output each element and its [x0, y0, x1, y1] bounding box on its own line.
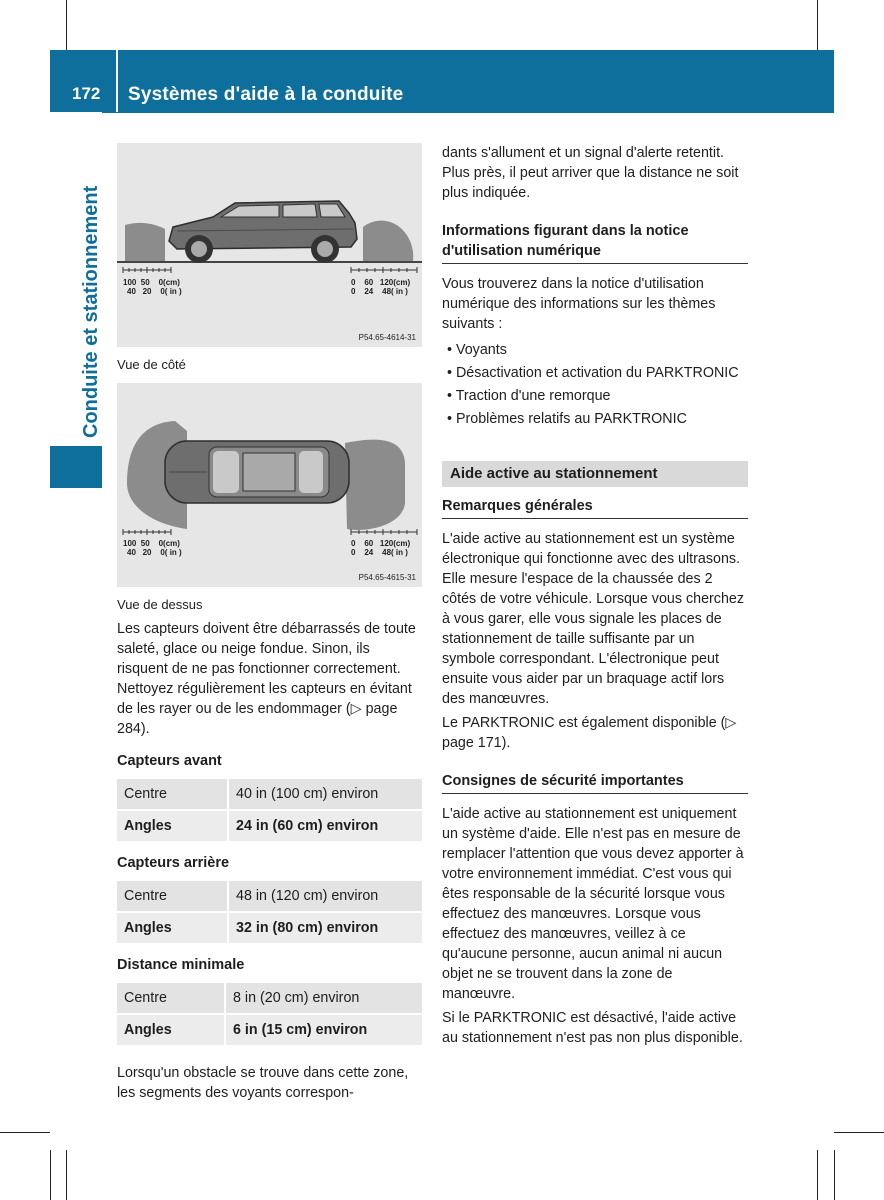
scale-right-cm: 0 60 120(cm): [351, 278, 411, 287]
parktronic-disabled-text: Si le PARKTRONIC est désactivé, l'aide active au stationnement n'est pas non plus disponible.: [442, 1010, 743, 1046]
obstacle-text: Lorsqu'un obstacle se trouve dans cette zone, les segments des voyants correspon-: [117, 1065, 409, 1101]
table-cell-label: Angles: [117, 912, 228, 943]
table-row: [117, 1014, 422, 1045]
right-column: [442, 143, 748, 1048]
front-sensors-table: [117, 779, 422, 841]
table-cell-value: 8 in (20 cm) environ: [225, 983, 422, 1014]
crop-mark: [66, 1150, 67, 1200]
crop-mark: [817, 0, 818, 50]
section-title: Aide active au stationnement: [442, 461, 748, 487]
digital-manual-intro: Vous trouverez dans la notice d'utilisation numérique des informations sur les thèmes suivants :: [442, 276, 716, 332]
figure-reference: P54.65-4614-31: [358, 333, 416, 342]
header-separator: [116, 50, 118, 112]
list-item: • Traction d'une remorque: [447, 388, 611, 404]
crop-mark: [0, 1132, 50, 1133]
table-cell-label: Centre: [117, 983, 225, 1014]
rear-sensors-heading: Capteurs arrière: [117, 855, 230, 871]
scale-left-cm: 100 50 0(cm): [123, 278, 180, 287]
table-cell-value: 40 in (100 cm) environ: [228, 779, 422, 810]
list-item: • Désactivation et activation du PARKTRONIC: [447, 365, 739, 381]
scale-left-in: 40 20 0( in ): [127, 287, 182, 296]
safety-notes-text: L'aide active au stationnement est uniquement un système d'aide. Elle n'est pas en mesure de remplacer l'attention que vous devez apporter à votre environnement immédiat. C'est vous qui êtes responsable de la sécurité lorsque vous effectuez des manœuvres. Lorsque vous effectuez des manœuvres, veillez à ce qu'aucune personne, aucun animal ni aucun objet ne se trouvent dans la zone de manœuvre.: [442, 806, 744, 1002]
crop-mark: [66, 0, 67, 50]
crop-mark: [834, 1150, 835, 1200]
topic-list: [442, 340, 748, 429]
digital-manual-heading: Informations figurant dans la notice d'utilisation numérique: [442, 221, 748, 264]
table-row: [117, 881, 422, 912]
table-cell-value: 48 in (120 cm) environ: [228, 881, 422, 912]
crop-mark: [817, 1150, 818, 1200]
figure-side-view: [117, 143, 422, 347]
general-remarks-heading: Remarques générales: [442, 496, 748, 519]
figure-reference: P54.65-4615-31: [358, 573, 416, 582]
figure-top-view: [117, 383, 422, 587]
scale-right-cm: 0 60 120(cm): [351, 539, 411, 548]
minimum-distance-table: [117, 983, 422, 1045]
front-sensors-heading: Capteurs avant: [117, 753, 222, 769]
general-remarks-text: L'aide active au stationnement est un système électronique qui fonctionne avec des ultrasons. Elle mesure l'espace de la chaussée des 2 côtés de votre véhicule. Lorsque vous cherchez à vous garer, elle vous signale les places de stationnement de taille suffisante par un symbole correspondant. L'électronique peut ensuite vous aider par un braquage actif lors des manœuvres.: [442, 531, 744, 707]
rear-sensors-table: [117, 881, 422, 943]
chapter-tab-label: Conduite et stationnement: [80, 185, 102, 438]
table-row: [117, 779, 422, 810]
table-row: [117, 983, 422, 1014]
crop-mark: [50, 1150, 51, 1200]
page-title: Systèmes d'aide à la conduite: [128, 84, 404, 105]
table-cell-value: 32 in (80 cm) environ: [228, 912, 422, 943]
figure-caption: Vue de côté: [117, 357, 186, 372]
table-row: [117, 810, 422, 841]
page-number: 172: [72, 84, 101, 103]
table-cell-value: 24 in (60 cm) environ: [228, 810, 422, 841]
table-cell-label: Centre: [117, 881, 228, 912]
crop-mark: [834, 1132, 884, 1133]
list-item: • Voyants: [447, 342, 507, 358]
table-row: [117, 912, 422, 943]
minimum-distance-heading: Distance minimale: [117, 957, 245, 973]
scale-left-cm: 100 50 0(cm): [123, 539, 180, 548]
table-cell-label: Angles: [117, 1014, 225, 1045]
left-column: [117, 143, 422, 1103]
scale-right-in: 0 24 48( in ): [351, 548, 408, 557]
continued-text: dants s'allument et un signal d'alerte retentit. Plus près, il peut arriver que la distance ne soit plus indiquée.: [442, 145, 739, 201]
figure-caption: Vue de dessus: [117, 597, 203, 612]
scale-right-in: 0 24 48( in ): [351, 287, 408, 296]
table-cell-label: Centre: [117, 779, 228, 810]
table-cell-label: Angles: [117, 810, 228, 841]
safety-notes-heading: Consignes de sécurité importantes: [442, 771, 748, 794]
side-view-illustration: [117, 143, 422, 347]
sensor-cleaning-text: Les capteurs doivent être débarrassés de toute saleté, glace ou neige fondue. Sinon, ils risquent de ne pas fonctionner correctement. Nettoyez régulièrement les capteurs en évitant de les rayer ou de les endommager (▷ page 284).: [117, 621, 416, 737]
header-rule: [50, 112, 834, 113]
list-item: • Problèmes relatifs au PARKTRONIC: [447, 411, 687, 427]
table-cell-value: 6 in (15 cm) environ: [225, 1014, 422, 1045]
scale-left-in: 40 20 0( in ): [127, 548, 182, 557]
parktronic-availability-text: Le PARKTRONIC est également disponible (▷ page 171).: [442, 715, 737, 751]
